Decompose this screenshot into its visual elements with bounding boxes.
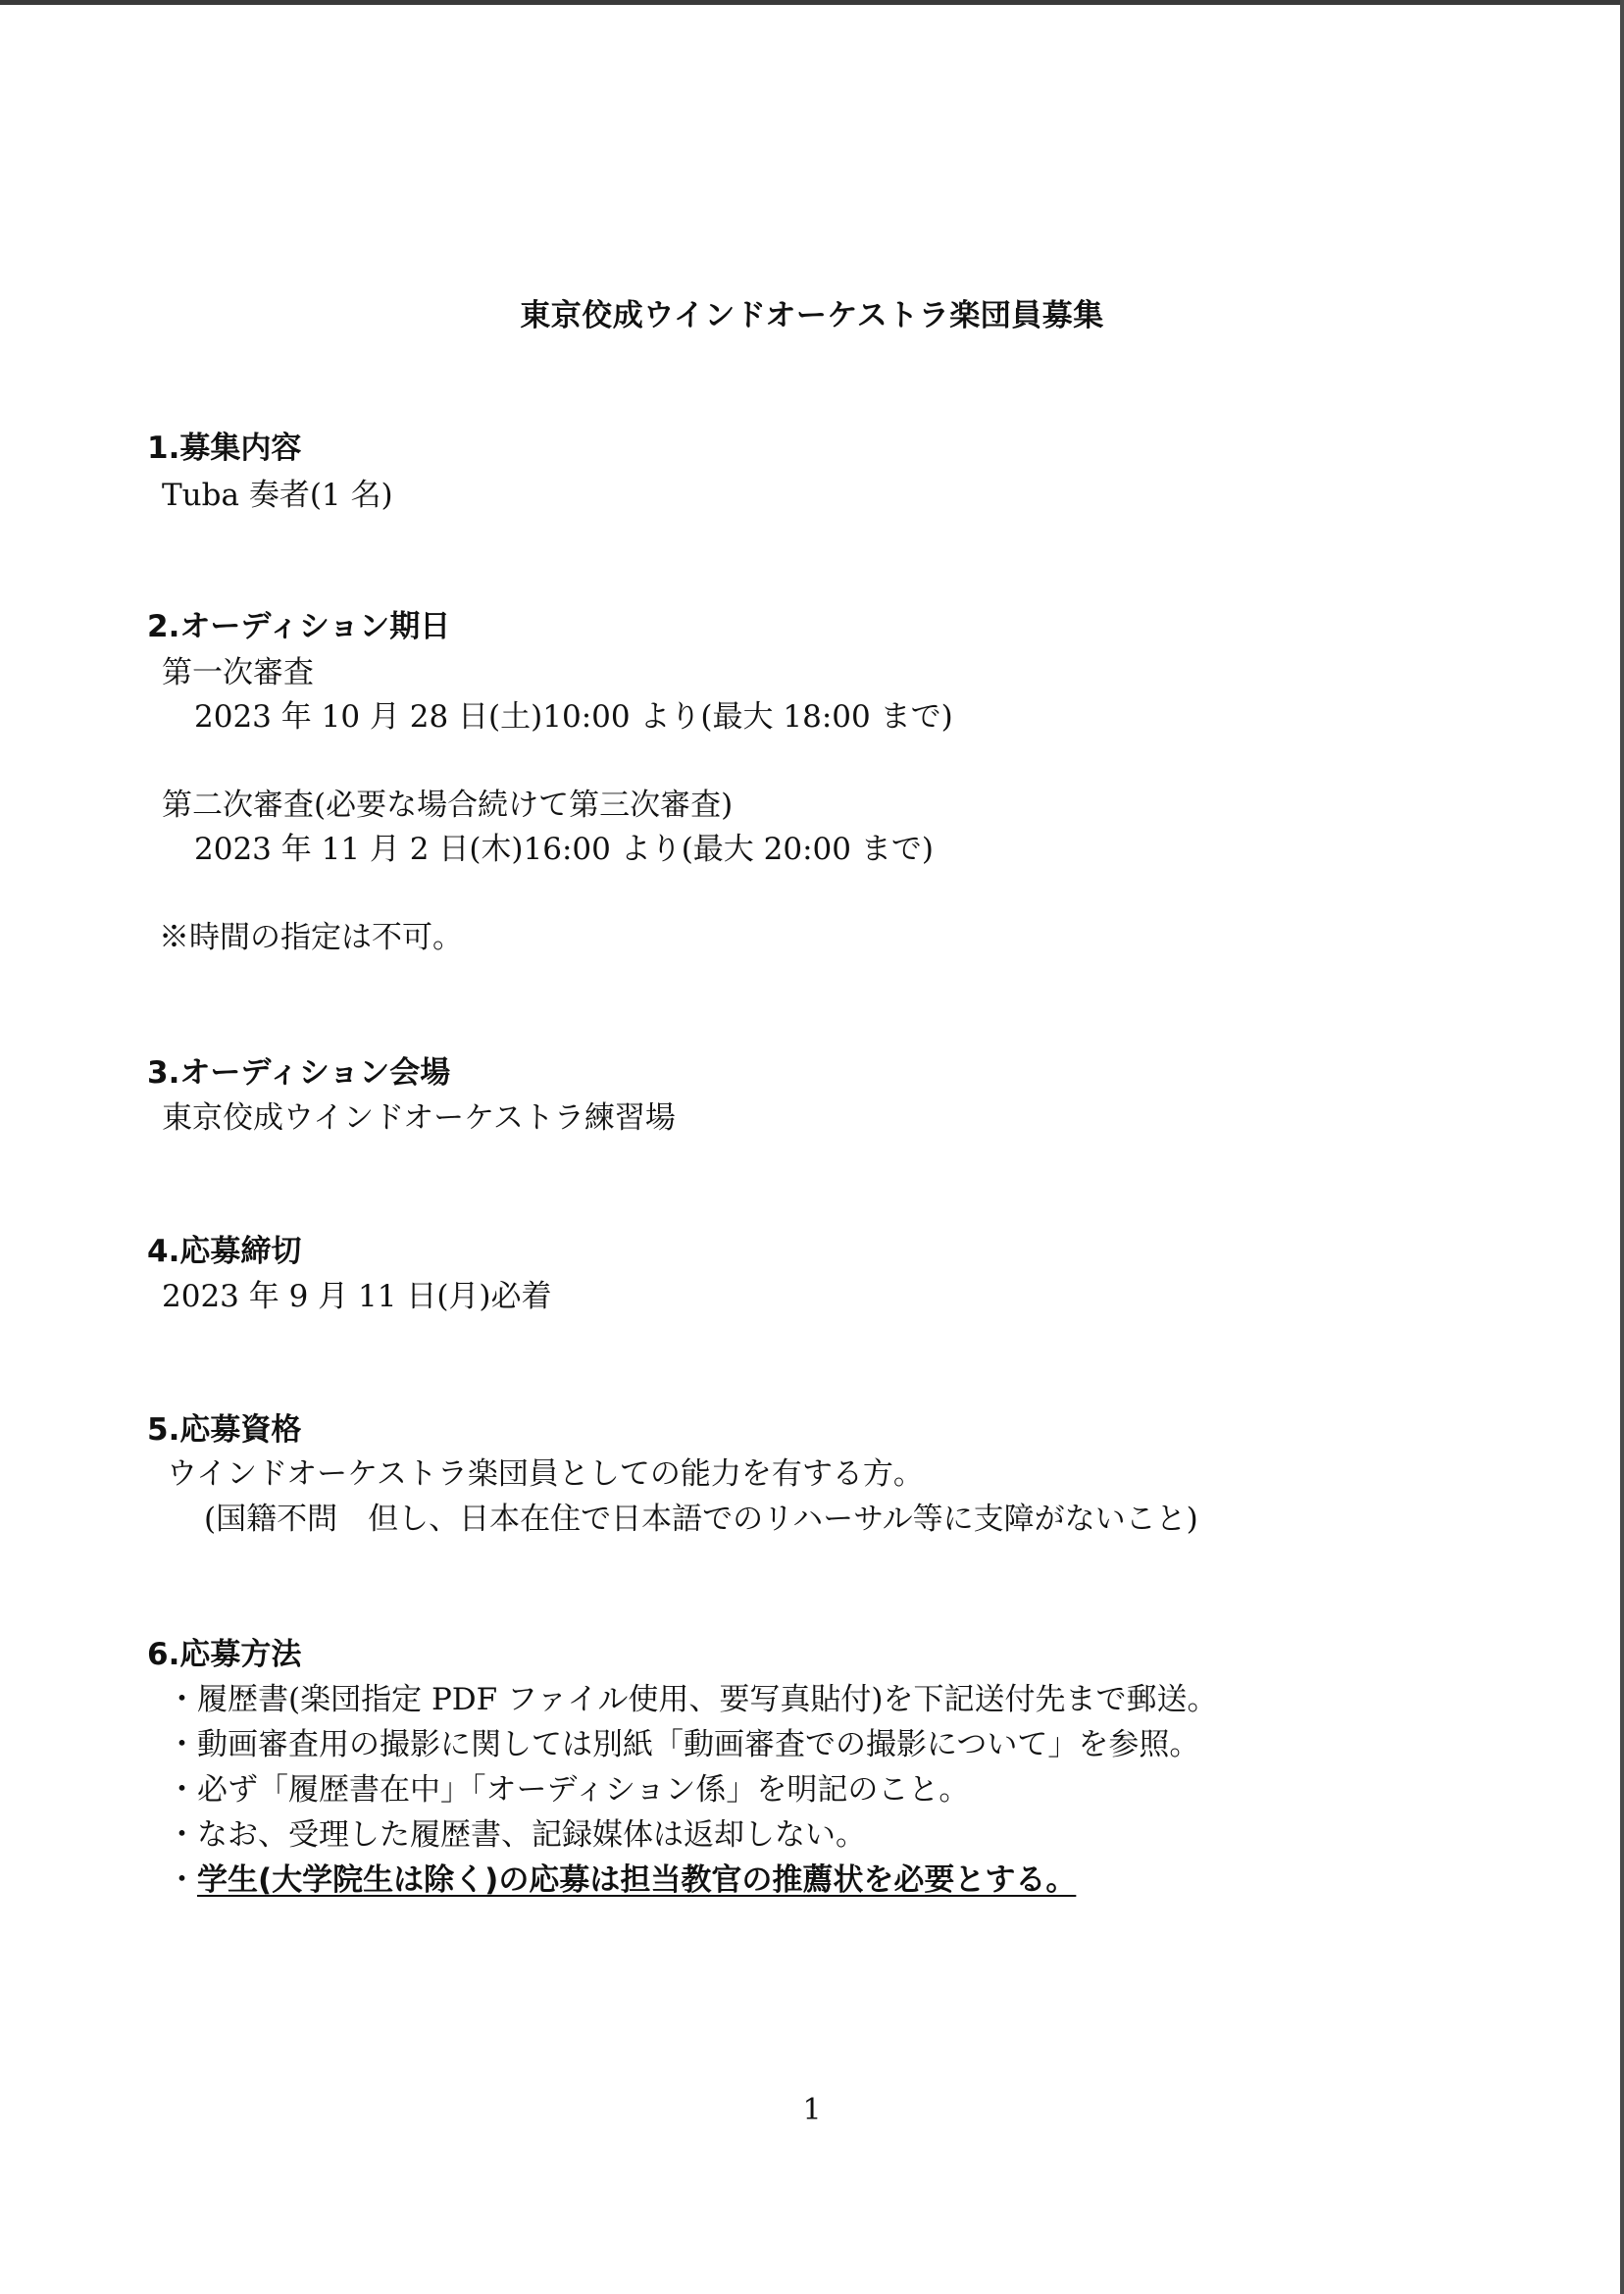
second-review-date: 2023 年 11 月 2 日(木)16:00 より(最大 20:00 まで) — [194, 832, 934, 867]
time-note: ※時間の指定は不可。 — [159, 920, 463, 955]
page-number: 1 — [802, 2093, 822, 2127]
scan-edge-right — [1620, 0, 1624, 2294]
qualification-note: (国籍不問 但し、日本在住で日本語でのリハーサル等に支障がないこと) — [204, 1502, 1198, 1537]
method-item-video: ・動画審査用の撮影に関しては別紙「動画審査での撮影について」を参照。 — [167, 1727, 1200, 1762]
section-2-heading: 2.オーディション期日 — [147, 609, 451, 644]
section-5-heading: 5.応募資格 — [147, 1412, 302, 1448]
qualification-text: ウインドオーケストラ楽団員としての能力を有する方。 — [167, 1456, 924, 1492]
section-3-heading: 3.オーディション会場 — [147, 1055, 451, 1091]
second-review-label: 第二次審査(必要な場合続けて第三次審査) — [162, 788, 734, 823]
first-review-date: 2023 年 10 月 28 日(土)10:00 より(最大 18:00 まで) — [194, 699, 953, 735]
method-item-return: ・なお、受理した履歴書、記録媒体は返却しない。 — [167, 1817, 866, 1853]
method-item-resume: ・履歴書(楽団指定 PDF ファイル使用、要写真貼付)を下記送付先まで郵送。 — [167, 1682, 1218, 1717]
section-6-heading: 6.応募方法 — [147, 1637, 302, 1672]
document-title: 東京佼成ウインドオーケストラ楽団員募集 — [520, 298, 1104, 333]
section-1-heading: 1.募集内容 — [147, 431, 302, 466]
section-4-heading: 4.応募締切 — [147, 1234, 302, 1269]
scan-edge-top — [0, 0, 1624, 5]
deadline-text: 2023 年 9 月 11 日(月)必着 — [162, 1279, 552, 1314]
method-item-label: ・必ず「履歴書在中」「オーディション係」を明記のこと。 — [167, 1772, 970, 1808]
section-1-text: Tuba 奏者(1 名) — [162, 478, 393, 513]
student-requirement: 学生(大学院生は除く)の応募は担当教官の推薦状を必要とする。 — [197, 1862, 1077, 1898]
method-item-student — [167, 1861, 1076, 1899]
student-bullet: ・ — [167, 1862, 197, 1898]
first-review-label: 第一次審査 — [162, 655, 314, 690]
venue-text: 東京佼成ウインドオーケストラ練習場 — [162, 1100, 676, 1136]
